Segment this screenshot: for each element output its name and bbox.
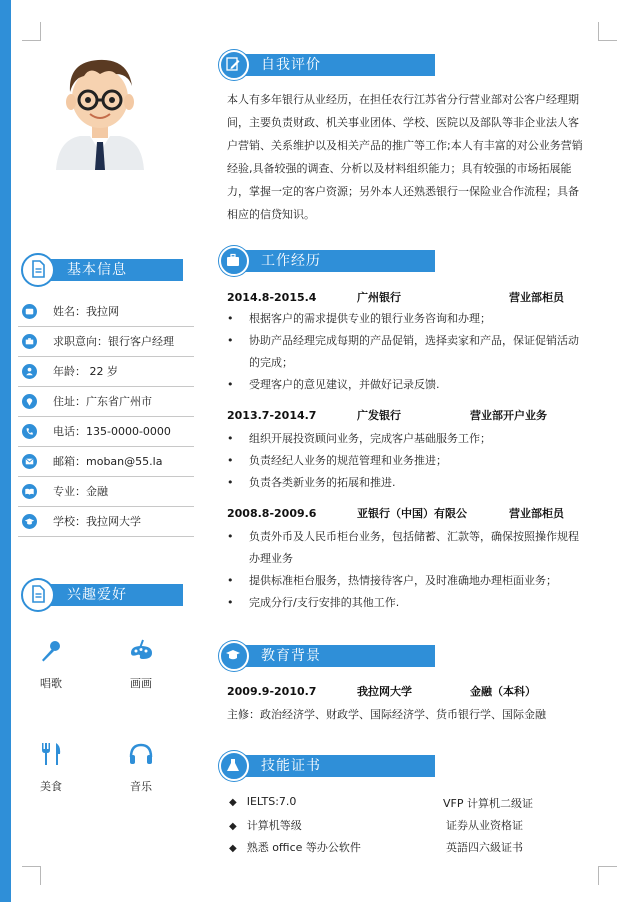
document-icon xyxy=(29,585,47,603)
crop-mark-top-left xyxy=(22,22,41,41)
info-row-email: 邮箱：moban@55.la xyxy=(18,447,194,477)
person-icon xyxy=(22,364,37,379)
job-duty: • 负责外币及人民币柜台业务，包括储蓄、汇款等，确保按照操作规程办理业务 xyxy=(227,530,579,565)
info-row-job-intent: 求职意向：银行客户经理 xyxy=(18,327,194,357)
location-pin-icon xyxy=(22,394,37,409)
flask-icon xyxy=(225,757,241,773)
info-row-major: 专业：金融 xyxy=(18,477,194,507)
basic-info-header xyxy=(21,253,187,287)
graduation-cap-icon xyxy=(225,647,241,663)
job-position: 营业部柜员 xyxy=(509,291,564,304)
hobby-painting: 画画 xyxy=(111,637,171,691)
basic-info-title: 基本信息 xyxy=(43,259,183,281)
info-row-name: 姓名：我拉网 xyxy=(18,297,194,327)
palette-icon xyxy=(127,637,155,665)
crop-mark-bottom-right xyxy=(598,866,617,885)
job-company: 广州银行 xyxy=(357,291,401,304)
hobby-music: 音乐 xyxy=(111,740,171,794)
self-eval-header xyxy=(219,50,435,80)
skill-item: ◆ 熟悉 office 等办公软件 xyxy=(229,841,361,854)
job-position: 营业部开户业务 xyxy=(470,409,547,422)
job-period: 2014.8-2015.4 xyxy=(227,291,317,304)
info-row-age: 年龄： 22 岁 xyxy=(18,357,194,387)
hobby-food: 美食 xyxy=(21,740,81,794)
graduation-cap-icon xyxy=(22,514,37,529)
job-3-header xyxy=(227,506,587,522)
skills-header xyxy=(219,751,435,781)
microphone-icon xyxy=(37,637,65,665)
skills-title: 技能证书 xyxy=(235,755,435,777)
briefcase-icon xyxy=(225,252,241,268)
job-period: 2013.7-2014.7 xyxy=(227,409,317,422)
job-duty: • 完成分行/支行安排的其他工作. xyxy=(227,596,400,609)
work-title: 工作经历 xyxy=(235,250,435,272)
self-eval-title: 自我评价 xyxy=(235,54,435,76)
job-company: 亚银行（中国）有限公 xyxy=(357,507,467,520)
job-position: 营业部柜员 xyxy=(509,507,564,520)
education-line xyxy=(227,684,587,700)
info-row-address: 住址：广东省广州市 xyxy=(18,387,194,417)
certificate-item: VFP 计算机二级证 xyxy=(443,797,533,810)
education-period: 2009.9-2010.7 xyxy=(227,685,317,698)
hobby-singing: 唱歌 xyxy=(21,637,81,691)
fork-knife-icon xyxy=(37,740,65,768)
headphones-icon xyxy=(127,740,155,768)
education-courses: 主修：政治经济学、财政学、国际经济学、货币银行学、国际金融 xyxy=(227,708,546,721)
envelope-icon xyxy=(22,454,37,469)
job-duty: • 协助产品经理完成每期的产品促销，选择卖家和产品，保证促销活动的完成； xyxy=(227,334,579,369)
info-row-school: 学校：我拉网大学 xyxy=(18,507,194,537)
id-card-icon xyxy=(22,304,37,319)
job-company: 广发银行 xyxy=(357,409,401,422)
certificate-item: 证券从业资格证 xyxy=(446,819,523,832)
hobbies-header xyxy=(21,578,187,612)
self-eval-text: 本人有多年银行从业经历，在担任农行江苏省分行营业部对公客户经理期间，主要负责财政、机关事业团体、学校、医院以及部队等非企业法人客户营销、关系维护以及相关产品的推广等工作;本人有丰富的对公业务营销经验,具备较强的调查、分析以及材料组织能力；具有较强的市场拓展能力，掌握一定的客户资源；另外本人还熟悉银行一保险业合作流程；具备相应的信贷知识。 xyxy=(227,93,583,221)
crop-mark-bottom-left xyxy=(22,866,41,885)
job-1-header xyxy=(227,290,587,306)
briefcase-icon xyxy=(22,334,37,349)
job-duty: • 负责各类新业务的拓展和推进. xyxy=(227,476,396,489)
crop-mark-top-right xyxy=(598,22,617,41)
avatar-illustration xyxy=(50,52,150,170)
education-major: 金融（本科） xyxy=(470,685,536,698)
phone-icon xyxy=(22,424,37,439)
skill-item: ◆ IELTS:7.0 xyxy=(229,795,297,808)
job-duty: • 根据客户的需求提供专业的银行业务咨询和办理； xyxy=(227,312,491,325)
education-school: 我拉网大学 xyxy=(357,685,412,698)
basic-info-list xyxy=(18,297,194,537)
job-2-header xyxy=(227,408,587,424)
job-duty: • 受理客户的意见建议，并做好记录反馈. xyxy=(227,378,440,391)
hobbies-title: 兴趣爱好 xyxy=(43,584,183,606)
left-accent-bar xyxy=(0,0,11,902)
work-header xyxy=(219,246,435,276)
education-header xyxy=(219,641,435,671)
job-duty: • 组织开展投资顾问业务，完成客户基础服务工作； xyxy=(227,432,491,445)
education-title: 教育背景 xyxy=(235,645,435,667)
job-period: 2008.8-2009.6 xyxy=(227,507,317,520)
document-icon xyxy=(29,260,47,278)
certificate-item: 英語四六級证书 xyxy=(446,841,523,854)
edit-icon xyxy=(225,56,241,72)
book-icon xyxy=(22,484,37,499)
job-duty: • 提供标准柜台服务，热情接待客户，及时准确地办理柜面业务； xyxy=(227,574,557,587)
job-duty: • 负责经纪人业务的规范管理和业务推进； xyxy=(227,454,447,467)
skill-item: ◆ 计算机等级 xyxy=(229,819,302,832)
info-row-phone: 电话：135-0000-0000 xyxy=(18,417,194,447)
